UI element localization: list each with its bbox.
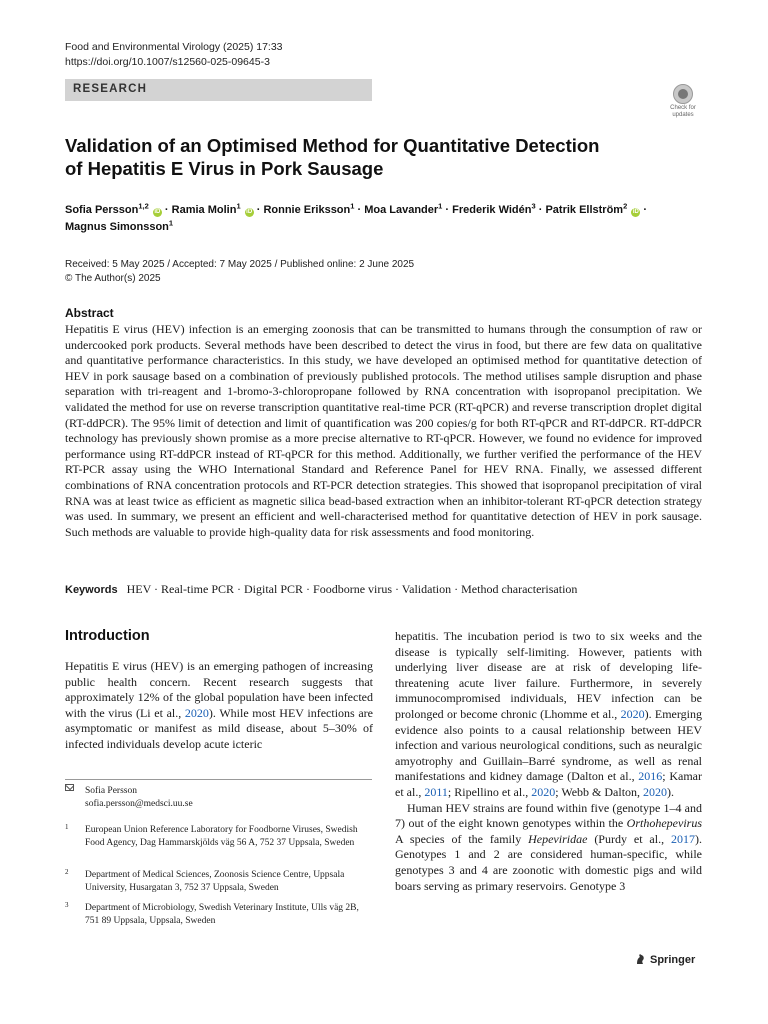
author-separator: · — [354, 204, 365, 216]
intro-text: Human HEV strains are found within five (genotype 1–4 and 7) out of the eight known genotypes within the — [395, 800, 702, 831]
author-separator: · — [640, 204, 648, 216]
article-dates — [65, 258, 414, 286]
author-affiliation: 1,2 — [138, 201, 149, 211]
author-name: Ronnie Eriksson — [263, 204, 351, 216]
affiliation-2: Department of Medical Sciences, Zoonosis Science Centre, Uppsala University, Husargatan 3, 752 37 Uppsala, Sweden — [85, 870, 345, 893]
intro-text: ; Webb & Dalton, — [555, 784, 644, 799]
author-separator: · — [535, 204, 546, 216]
intro-text: ). — [667, 784, 675, 799]
intro-text: A species of the family — [395, 831, 529, 846]
author-affiliation: 2 — [623, 201, 628, 211]
abstract-text: Hepatitis E virus (HEV) infection is an emerging zoonosis that can be transmitted to humans through the consumption of raw or undercooked pork products. Several methods have been described to detect the virus in food, but there are few data on qualitative and quantitative performance characteristics. In this study, we have developed an optimised method for quantitative detection of HEV in pork sausage based on a combination of previously published protocols. The method utilises sample disruption and phase separation with tri-reagent and 1-bromo-3-chloropropane followed by RNA concentration with isopropanol precipitation. We validated the method for use on reverse transcription quantitative real-time PCR (RT-qPCR) and reverse transcription droplet digital (RT-ddPCR). The 95% limit of detection and limit of quantification was 200 copies/g for both RT-qPCR and RT-ddPCR. RT-ddPCR technology has previously shown promise as a more precise alternative to RT-qPCR. However, we found no evidence for improved performance using RT-ddPCR instead of RT-qPCR for this method. Additionally, we further verified the performance of the HEV RT-PCR assay using the WHO International Standard and Reference Panel for HEV RNA. Finally, we assessed different combinations of RNA concentration protocols and RT-PCR detection strategies. This showed that isopropanol precipitation of viral RNA was at least twice as efficient as magnetic silica bead-based extraction when an inhibitor-tolerant RT-qPCR detection strategy was used. In summary, we present an efficient and well-characterised method for quantitative detection of HEV in pork sausage. Such methods are valuable to provide high-quality data for risk assessments and food monitoring. — [65, 322, 702, 539]
title-line2: of Hepatitis E Virus in Pork Sausage — [65, 158, 384, 179]
section-label-bar — [65, 79, 372, 101]
check-line1: Check for — [670, 105, 696, 111]
keywords-heading: Keywords — [65, 584, 118, 596]
orcid-icon[interactable]: iD — [632, 209, 639, 215]
corresponding-author-name: Sofia Persson — [85, 786, 137, 796]
author-entry[interactable] — [171, 201, 254, 216]
author-entry[interactable] — [452, 201, 536, 216]
citation-link[interactable]: 2016 — [638, 769, 663, 784]
author-separator: · — [253, 204, 264, 216]
author-list — [65, 202, 705, 236]
corresponding-author-email[interactable]: sofia.persson@medsci.uu.se — [85, 799, 193, 809]
author-affiliation: 1 — [438, 201, 443, 211]
introduction-right-column — [395, 629, 702, 894]
author-affiliation: 1 — [236, 201, 241, 211]
copyright-notice: © The Author(s) 2025 — [65, 273, 161, 284]
intro-paragraph-1 — [395, 629, 702, 801]
author-name: Ramia Molin — [171, 204, 237, 216]
publication-history: Received: 5 May 2025 / Accepted: 7 May 2025 / Published online: 2 June 2025 — [65, 259, 415, 270]
intro-text: hepatitis. The incubation period is two to six weeks and the disease is typically self-limiting. However, patients with underlying liver disease are at risk of developing life-threatening acute liver failure. Furthermore, in severely immunocompromised individuals, HEV infection can be prolonged or become chronic (Lhomme et al., — [395, 629, 702, 721]
title-line1: Validation of an Optimised Method for Quantitative Detection — [65, 135, 600, 156]
check-for-updates-icon — [673, 84, 693, 104]
affiliation-number: 1 — [65, 823, 69, 831]
author-affiliation: 1 — [350, 201, 355, 211]
affiliation-number: 2 — [65, 868, 69, 876]
publisher-logo — [634, 953, 695, 966]
author-entry[interactable] — [65, 218, 174, 233]
author-separator: · — [442, 204, 453, 216]
section-label: RESEARCH — [73, 83, 148, 95]
citation-link[interactable]: 2020 — [620, 706, 645, 721]
intro-text: (Purdy et al., — [587, 831, 671, 846]
author-separator: · — [161, 204, 172, 216]
author-name: Frederik Widén — [452, 204, 532, 216]
genus-name: Orthohepevirus — [626, 816, 702, 831]
author-entry[interactable] — [65, 201, 162, 216]
footnote-divider — [65, 779, 372, 780]
author-affiliation: 1 — [168, 218, 174, 228]
author-name: Sofia Persson — [65, 204, 139, 216]
intro-text: Hepatitis E virus (HEV) is an emerging pathogen of increasing public health concern. Recent research suggests that approximately 12% of the global population have been infected with the virus (Li et al., — [65, 659, 373, 720]
journal-citation: Food and Environmental Virology (2025) 17:33 — [65, 41, 283, 53]
citation-link[interactable]: 2020 — [531, 784, 556, 799]
citation-link[interactable]: 2017 — [671, 831, 695, 846]
citation-link[interactable]: 2020 — [184, 705, 209, 720]
intro-text: ). While most HEV infections are asymptomatic or manifest as mild disease, about 5–30% of infected individuals develop acute icteric — [65, 705, 373, 751]
intro-text: ). Genotypes 1 and 2 are considered human-specific, while genotypes 3 and 4 are zoonotic with domestic pigs and wild boars serving as primary reservoirs. Genotype 3 — [395, 831, 702, 893]
corresponding-author — [85, 785, 375, 811]
author-name: Patrik Ellström — [545, 204, 624, 216]
publisher-name: Springer — [650, 954, 696, 966]
article-title — [65, 134, 665, 180]
introduction-heading: Introduction — [65, 628, 150, 644]
envelope-icon — [65, 784, 74, 791]
intro-paragraph-2 — [395, 801, 702, 895]
keywords-text: HEV · Real-time PCR · Digital PCR · Foodborne virus · Validation · Method characterisation — [126, 582, 578, 596]
introduction-left-column — [65, 659, 373, 753]
journal-doi-link[interactable]: https://doi.org/10.1007/s12560-025-09645-3 — [65, 56, 270, 68]
keywords — [65, 582, 705, 598]
orcid-icon[interactable]: iD — [246, 209, 253, 215]
family-name: Hepeviridae — [528, 831, 588, 846]
check-for-updates-text — [664, 105, 702, 118]
citation-link[interactable]: 2011 — [424, 784, 448, 799]
keywords-list — [121, 582, 578, 596]
intro-text: ). Emerging evidence also points to a causal relationship between HEV infection and various neurological conditions, such as neuralgic amyotrophy and Guillain–Barré syndrome, as well as renal manifestations and kidney damage (Dalton et al., — [395, 706, 702, 784]
author-entry[interactable] — [364, 201, 443, 216]
affiliation-number: 3 — [65, 901, 69, 909]
citation-link[interactable]: 2020 — [643, 784, 668, 799]
orcid-icon[interactable]: iD — [154, 209, 161, 215]
check-line2: updates — [672, 111, 694, 118]
author-entry[interactable] — [263, 201, 355, 216]
author-name: Magnus Simonsson — [65, 221, 169, 233]
journal-header — [65, 40, 283, 70]
affiliation-1: European Union Reference Laboratory for Foodborne Viruses, Swedish Food Agency, Dag Hammarskjölds väg 56 A, 752 37 Uppsala, Sweden — [85, 825, 358, 848]
author-entry[interactable] — [545, 201, 640, 216]
author-name: Moa Lavander — [364, 204, 439, 216]
intro-text: ; Kamar et al., — [395, 769, 702, 799]
springer-horse-icon — [634, 953, 646, 965]
abstract-heading: Abstract — [65, 306, 114, 320]
author-affiliation: 3 — [531, 201, 536, 211]
affiliation-3: Department of Microbiology, Swedish Veterinary Institute, Ulls väg 2B, 751 89 Uppsala, Uppsala, Sweden — [85, 903, 359, 926]
intro-text: ; Ripellino et al., — [447, 784, 532, 799]
check-for-updates-badge[interactable] — [664, 84, 702, 124]
